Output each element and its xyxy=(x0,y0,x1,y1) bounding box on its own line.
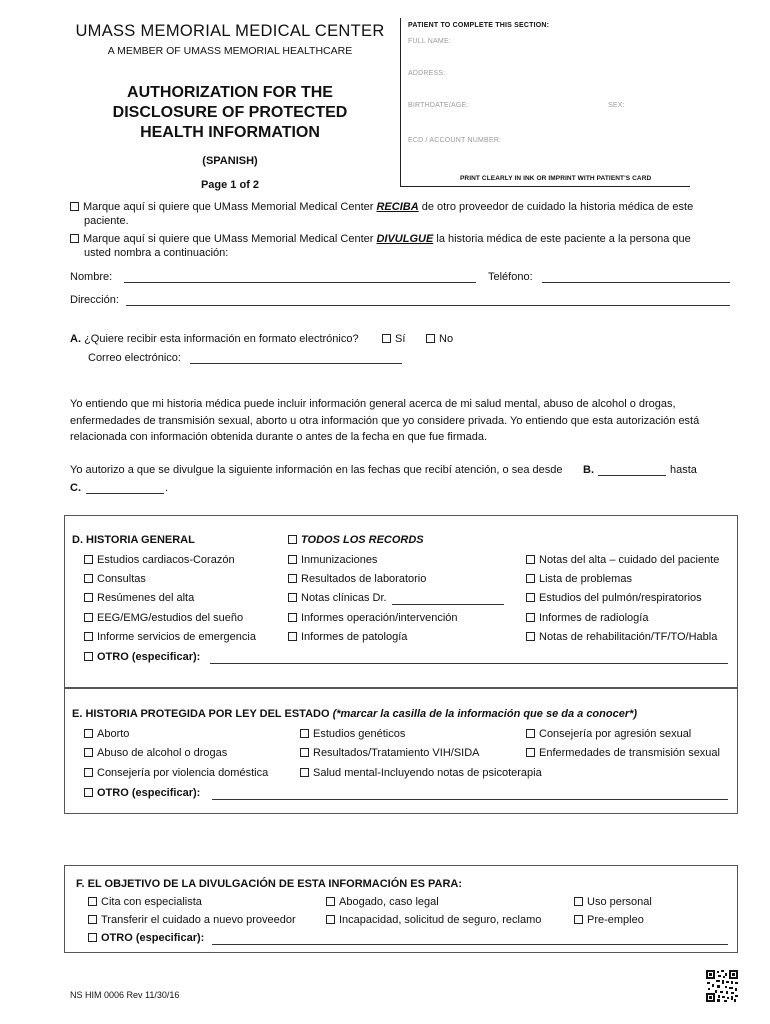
f-option xyxy=(326,914,541,926)
d-checkbox[interactable] xyxy=(526,593,535,602)
d-option-label: Informes de patología xyxy=(301,631,408,643)
d-option xyxy=(526,573,632,585)
receive-text-end: de otro proveedor de cuidado la historia médica de este xyxy=(418,201,694,213)
e-checkbox[interactable] xyxy=(300,768,309,777)
d-option-label: Informes de radiología xyxy=(539,612,649,624)
d-other-label: OTRO (especificar): xyxy=(97,651,201,663)
section-e-title xyxy=(72,708,637,720)
form-code: NS HIM 0006 Rev 11/30/16 xyxy=(70,990,180,1000)
print-note: PRINT CLEARLY IN INK OR IMPRINT WITH PATIENT'S CARD xyxy=(460,175,652,182)
f-option-label: Incapacidad, solicitud de seguro, reclamo xyxy=(339,914,542,926)
d-option-label: Notas del alta – cuidado del paciente xyxy=(539,554,720,566)
f-option-label: Abogado, caso legal xyxy=(339,896,439,908)
d-checkbox[interactable] xyxy=(84,613,93,622)
e-option-label: Aborto xyxy=(97,728,130,740)
clinical-notes-doctor-input[interactable] xyxy=(392,594,504,605)
e-option-label: Salud mental-Incluyendo notas de psicoterapia xyxy=(313,767,542,779)
form-header xyxy=(60,18,400,191)
language-label: (SPANISH) xyxy=(202,155,258,167)
document-title xyxy=(60,83,400,143)
direccion-input[interactable] xyxy=(126,295,730,306)
disclose-checkbox[interactable] xyxy=(70,234,79,243)
d-checkbox[interactable] xyxy=(288,593,297,602)
nombre-input[interactable] xyxy=(124,272,476,283)
date-c-label: C. xyxy=(70,482,81,494)
d-checkbox[interactable] xyxy=(288,613,297,622)
yes-label: Sí xyxy=(395,333,406,345)
d-option xyxy=(526,592,702,604)
receive-text: Marque aquí si quiere que UMass Memorial Medical Center xyxy=(83,201,377,213)
f-other-input[interactable] xyxy=(212,934,728,945)
patient-section-title: PATIENT TO COMPLETE THIS SECTION: xyxy=(408,22,550,29)
d-checkbox[interactable] xyxy=(84,593,93,602)
e-option xyxy=(84,767,268,779)
address-field[interactable]: ADDRESS: xyxy=(408,70,446,77)
understanding-paragraph xyxy=(70,396,750,446)
f-other-checkbox[interactable] xyxy=(88,933,97,942)
section-d-title: D. HISTORIA GENERAL xyxy=(72,534,195,546)
d-option xyxy=(288,554,377,566)
d-option-label: Informe servicios de emergencia xyxy=(97,631,256,643)
email-label: Correo electrónico: xyxy=(88,352,181,364)
d-checkbox[interactable] xyxy=(526,574,535,583)
e-checkbox[interactable] xyxy=(84,768,93,777)
org-subtitle: A MEMBER OF UMASS MEMORIAL HEALTHCARE xyxy=(107,45,353,57)
receive-option xyxy=(70,200,730,214)
d-option-label: Informes operación/intervención xyxy=(301,612,458,624)
e-other-checkbox[interactable] xyxy=(84,788,93,797)
f-checkbox[interactable] xyxy=(88,897,97,906)
e-checkbox[interactable] xyxy=(526,748,535,757)
section-a-label: A. xyxy=(70,333,81,345)
f-checkbox[interactable] xyxy=(326,897,335,906)
birthdate-field[interactable]: BIRTHDATE/AGE: xyxy=(408,102,469,109)
electronic-no-checkbox[interactable] xyxy=(426,334,435,343)
e-option-label: Consejería por violencia doméstica xyxy=(97,767,269,779)
f-option-label: Transferir el cuidado a nuevo proveedor xyxy=(101,914,296,926)
d-checkbox[interactable] xyxy=(288,555,297,564)
f-option xyxy=(574,914,644,926)
nombre-label: Nombre: xyxy=(70,271,113,283)
paragraph-line: relacionada con información obtenida durante o antes de la fecha en que fue firmada. xyxy=(70,431,488,443)
d-option-label: Estudios del pulmón/respiratorios xyxy=(539,592,702,604)
paragraph-line: enfermedades de transmisión sexual, aborto u otra información que yo considere privada. Yo entiendo que esta autorización está xyxy=(70,414,700,427)
f-checkbox[interactable] xyxy=(88,915,97,924)
d-option xyxy=(288,573,426,585)
d-checkbox[interactable] xyxy=(84,574,93,583)
authorize-text: Yo autorizo a que se divulgue la siguiente información en las fechas que recibí atención, o sea desde xyxy=(70,464,563,476)
f-option xyxy=(574,896,652,908)
section-f-title: F. EL OBJETIVO DE LA DIVULGACIÓN DE ESTA INFORMACIÓN ES PARA: xyxy=(76,878,463,890)
d-option xyxy=(84,554,235,566)
e-checkbox[interactable] xyxy=(526,729,535,738)
e-other-label: OTRO (especificar): xyxy=(97,787,201,799)
f-checkbox[interactable] xyxy=(574,915,583,924)
e-checkbox[interactable] xyxy=(84,748,93,757)
f-option xyxy=(326,896,439,908)
f-option-label: Cita con especialista xyxy=(101,896,202,908)
e-option xyxy=(526,747,720,759)
d-option-label: Consultas xyxy=(97,573,146,585)
d-option-label: Resúmenes del alta xyxy=(97,592,195,604)
title-line-3: HEALTH INFORMATION xyxy=(140,124,320,141)
d-option xyxy=(288,612,458,624)
e-checkbox[interactable] xyxy=(300,748,309,757)
date-to-input[interactable] xyxy=(86,483,164,494)
qr-code-icon xyxy=(706,970,738,1002)
account-number-field[interactable]: ECD / ACCOUNT NUMBER: xyxy=(408,137,502,144)
e-option-label: Abuso de alcohol o drogas xyxy=(97,747,228,759)
e-option xyxy=(300,747,480,759)
d-option-label: Resultados de laboratorio xyxy=(301,573,427,585)
electronic-no xyxy=(426,332,453,346)
f-checkbox[interactable] xyxy=(326,915,335,924)
patient-box-divider xyxy=(400,18,401,186)
e-option xyxy=(526,728,691,740)
d-option-label: Inmunizaciones xyxy=(301,554,378,566)
disclose-keyword: DIVULGUE xyxy=(376,233,434,245)
paragraph-line: Yo entiendo que mi historia médica puede incluir información general acerca de mi salud mental, abuso de alcohol o drogas, xyxy=(70,398,676,410)
d-other-option xyxy=(84,651,200,663)
f-other-label: OTRO (especificar): xyxy=(101,932,205,944)
e-option xyxy=(300,728,405,740)
telefono-input[interactable] xyxy=(542,272,730,283)
e-option-label: Estudios genéticos xyxy=(313,728,406,740)
email-input[interactable] xyxy=(190,353,402,364)
date-from-input[interactable] xyxy=(598,465,666,476)
d-other-checkbox[interactable] xyxy=(84,652,93,661)
org-name: UMASS MEMORIAL MEDICAL CENTER xyxy=(75,22,385,40)
d-checkbox[interactable] xyxy=(526,632,535,641)
d-option xyxy=(84,573,146,585)
e-checkbox[interactable] xyxy=(84,729,93,738)
f-checkbox[interactable] xyxy=(574,897,583,906)
e-option-label: Consejería por agresión sexual xyxy=(539,728,692,740)
disclose-line-2: usted nombra a continuación: xyxy=(84,247,229,259)
f-option xyxy=(88,914,296,926)
d-option-label: EEG/EMG/estudios del sueño xyxy=(97,612,244,624)
e-option xyxy=(300,767,542,779)
d-option xyxy=(526,631,717,643)
full-name-field[interactable]: FULL NAME: xyxy=(408,38,451,45)
d-checkbox[interactable] xyxy=(288,632,297,641)
page-number: Page 1 of 2 xyxy=(200,179,260,191)
d-option xyxy=(526,612,648,624)
d-option xyxy=(84,612,243,624)
section-e-heading: E. HISTORIA PROTEGIDA POR LEY DEL ESTADO xyxy=(72,708,330,720)
f-other-option xyxy=(88,932,204,944)
disclose-option xyxy=(70,232,730,246)
d-other-input[interactable] xyxy=(210,653,728,664)
d-option xyxy=(84,592,194,604)
d-option xyxy=(288,631,407,643)
electronic-yes xyxy=(382,332,405,346)
d-option-label: Notas de rehabilitación/TF/TO/Habla xyxy=(539,631,718,643)
date-b-label: B. xyxy=(583,464,594,476)
date-end: . xyxy=(165,482,169,494)
receive-line-2: paciente. xyxy=(84,215,129,227)
d-checkbox[interactable] xyxy=(84,555,93,564)
d-option-label: Lista de problemas xyxy=(539,573,632,585)
e-option-label: Resultados/Tratamiento VIH/SIDA xyxy=(313,747,480,759)
disclose-text: Marque aquí si quiere que UMass Memorial Medical Center xyxy=(83,233,377,245)
f-option-label: Pre-empleo xyxy=(587,914,644,926)
d-option xyxy=(526,554,719,566)
e-option xyxy=(84,747,227,759)
all-records-label: TODOS LOS RECORDS xyxy=(301,534,424,546)
d-option xyxy=(288,592,387,604)
section-e-note: (*marcar la casilla de la información que se da a conocer*) xyxy=(332,708,638,720)
d-checkbox[interactable] xyxy=(84,632,93,641)
no-label: No xyxy=(439,333,454,345)
receive-keyword: RECIBA xyxy=(376,201,419,213)
e-checkbox[interactable] xyxy=(300,729,309,738)
disclose-text-end: la historia médica de este paciente a la persona que xyxy=(433,233,691,245)
f-option xyxy=(88,896,202,908)
telefono-label: Teléfono: xyxy=(488,271,533,283)
title-line-2: DISCLOSURE OF PROTECTED xyxy=(112,104,348,121)
f-option-label: Uso personal xyxy=(587,896,652,908)
patient-box-bottom xyxy=(400,186,690,187)
e-option-label: Enfermedades de transmisión sexual xyxy=(539,747,720,759)
e-other-input[interactable] xyxy=(212,789,728,800)
electronic-yes-checkbox[interactable] xyxy=(382,334,391,343)
d-checkbox[interactable] xyxy=(288,574,297,583)
e-other-option xyxy=(84,787,200,799)
title-line-1: AUTHORIZATION FOR THE xyxy=(127,84,333,101)
all-records-option xyxy=(288,534,424,546)
section-a-question xyxy=(70,332,359,346)
receive-checkbox[interactable] xyxy=(70,202,79,211)
d-checkbox[interactable] xyxy=(526,555,535,564)
sex-field[interactable]: SEX: xyxy=(608,102,625,109)
direccion-label: Dirección: xyxy=(70,294,119,306)
section-a-text: ¿Quiere recibir esta información en formato electrónico? xyxy=(84,333,359,345)
e-option xyxy=(84,728,129,740)
all-records-checkbox[interactable] xyxy=(288,535,297,544)
d-option-label: Estudios cardiacos-Corazón xyxy=(97,554,235,566)
d-option xyxy=(84,631,256,643)
hasta-label: hasta xyxy=(670,464,697,476)
d-checkbox[interactable] xyxy=(526,613,535,622)
d-option-label: Notas clínicas Dr. xyxy=(301,592,387,604)
